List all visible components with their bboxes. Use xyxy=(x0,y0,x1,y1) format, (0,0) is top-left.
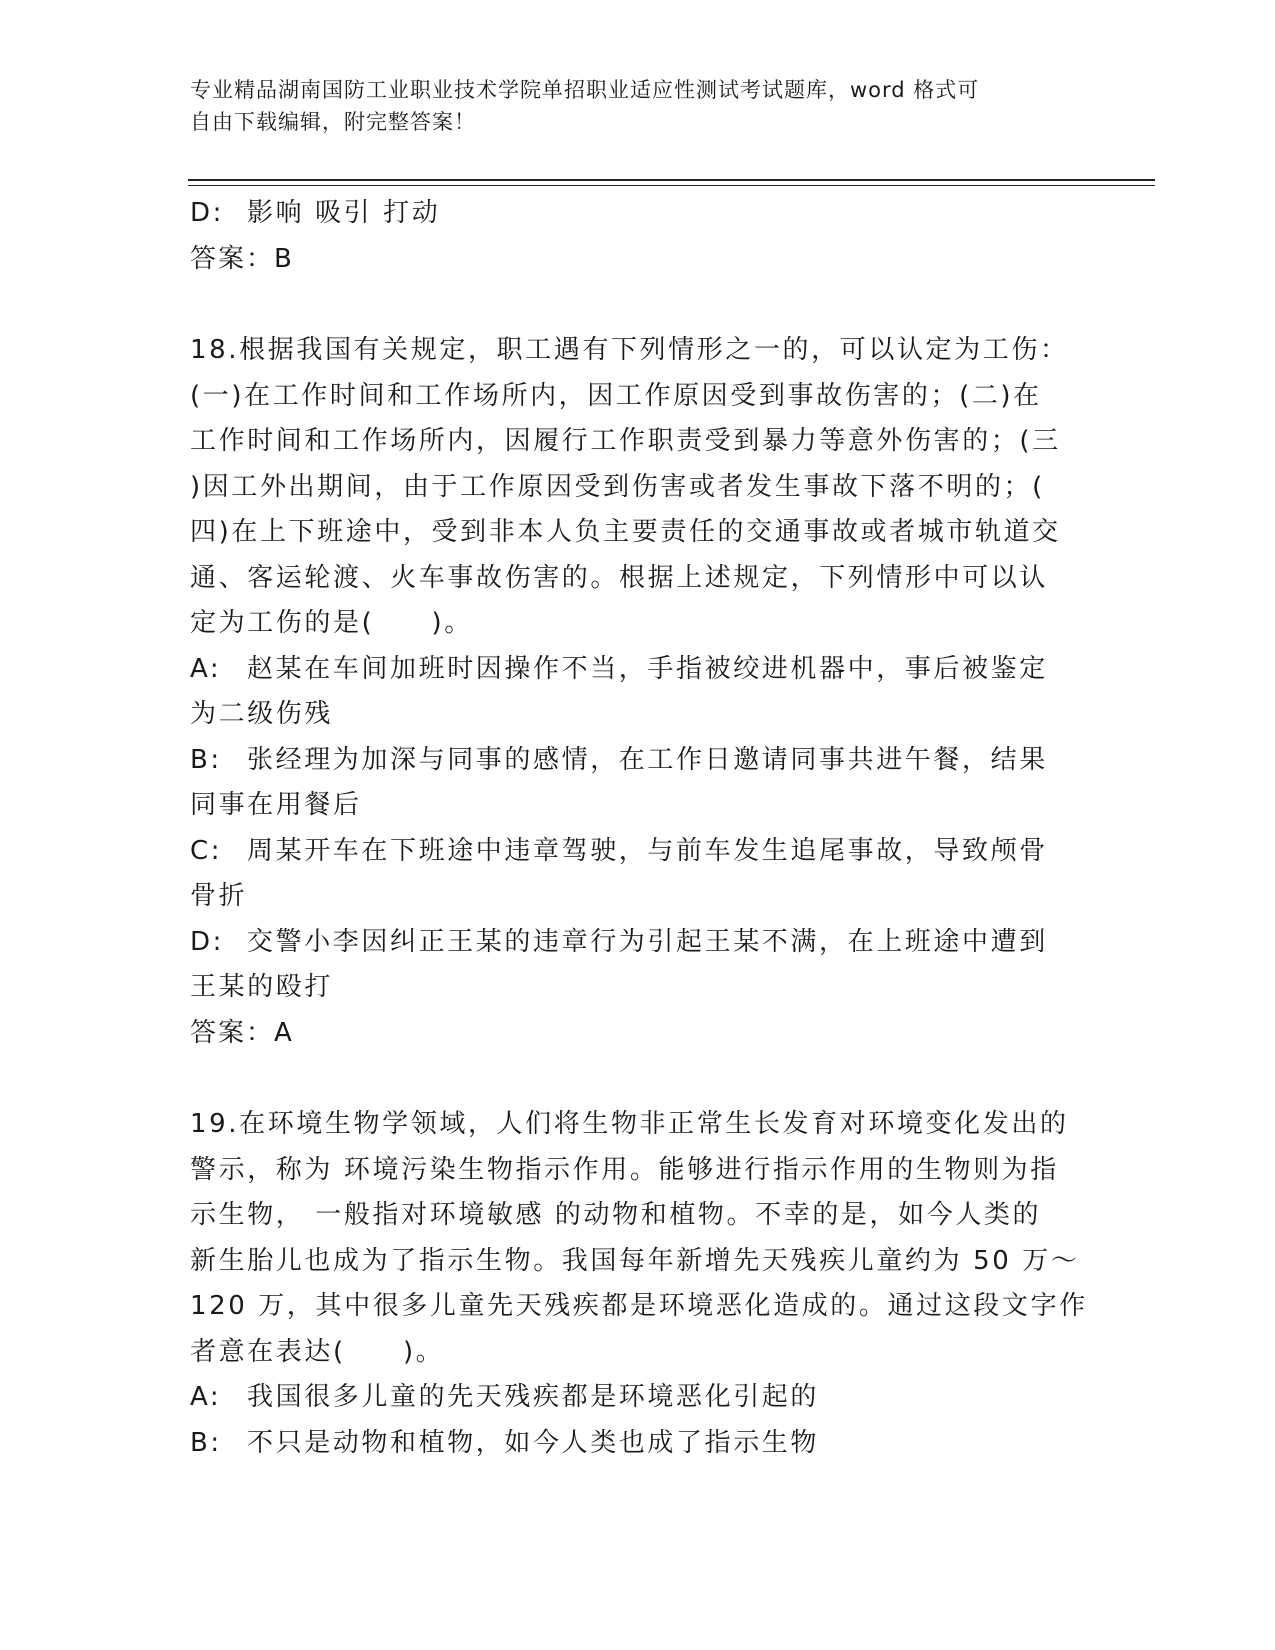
option-label: A: xyxy=(190,653,222,684)
q19-stem-line: 示生物， 一般指对环境敏感 的动物和植物。不幸的是，如今人类的 xyxy=(190,1200,1042,1230)
q18-stem-line: (一)在工作时间和工作场所内，因工作原因受到事故伤害的；(二)在 xyxy=(190,380,1042,411)
option-text: 周某开车在下班途中违章驾驶，与前车发生追尾事故，导致颅骨 xyxy=(247,835,1048,866)
q18-option-c xyxy=(190,829,1090,920)
header-line-2: 自由下载编辑，附完整答案！ xyxy=(190,110,476,134)
option-label: D: xyxy=(190,926,224,957)
q19-stem-line: 120 万，其中很多儿童先天残疾都是环境恶化造成的。通过这段文字作 xyxy=(190,1291,1088,1321)
q18-option-b xyxy=(190,738,1090,829)
option-label: D: xyxy=(190,198,224,228)
q19-stem xyxy=(190,1102,1090,1375)
q18-stem-line: 通、客运轮渡、火车事故伤害的。根据上述规定，下列情形中可以认 xyxy=(190,562,1049,593)
q18-stem-line: 工作时间和工作场所内，因履行工作职责受到暴力等意外伤害的；(三 xyxy=(190,426,1061,456)
option-label: A: xyxy=(190,1382,222,1412)
q18-stem-line: 定为工伤的是( )。 xyxy=(190,608,473,638)
q19-stem-line: 19.在环境生物学领域，人们将生物非正常生长发育对环境变化发出的 xyxy=(190,1109,1069,1139)
option-text-cont: 骨折 xyxy=(190,881,248,911)
document-body xyxy=(190,191,1090,1466)
q18-stem xyxy=(190,328,1090,647)
spacer xyxy=(190,1056,1090,1102)
q19-stem-line: 警示，称为 环境污染生物指示作用。能够进行指示作用的生物则为指 xyxy=(190,1154,1059,1185)
option-text: 不只是动物和植物，如今人类也成了指示生物 xyxy=(247,1427,820,1458)
q18-stem-line: 18.根据我国有关规定，职工遇有下列情形之一的，可以认定为工伤： xyxy=(190,335,1069,365)
q18-answer: 答案：A xyxy=(190,1017,294,1048)
q19-option-a xyxy=(190,1375,1090,1421)
option-text: 影响 吸引 打动 xyxy=(247,198,441,228)
option-text: 张经理为加深与同事的感情，在工作日邀请同事共进午餐，结果 xyxy=(247,744,1048,775)
q19-stem-line: 新生胎儿也成为了指示生物。我国每年新增先天残疾儿童约为 50 万～ xyxy=(190,1245,1080,1276)
q18-option-a xyxy=(190,647,1090,738)
option-text-cont: 为二级伤残 xyxy=(190,699,334,729)
option-text: 赵某在车间加班时因操作不当，手指被绞进机器中，事后被鉴定 xyxy=(247,653,1048,684)
option-text-cont: 王某的殴打 xyxy=(190,972,334,1002)
option-label: B: xyxy=(190,1427,222,1458)
option-text-cont: 同事在用餐后 xyxy=(190,790,362,820)
option-text: 我国很多儿童的先天残疾都是环境恶化引起的 xyxy=(247,1382,820,1412)
header-rule-thick xyxy=(188,179,1155,181)
q19-option-b xyxy=(190,1421,1090,1467)
q17-option-d xyxy=(190,191,1090,237)
q17-answer: 答案：B xyxy=(190,243,294,274)
option-label: C: xyxy=(190,835,223,866)
q18-stem-line: )因工外出期间，由于工作原因受到伤害或者发生事故下落不明的；( xyxy=(190,471,1045,502)
q18-stem-line: 四)在上下班途中，受到非本人负主要责任的交通事故或者城市轨道交 xyxy=(190,517,1061,547)
q18-option-d xyxy=(190,920,1090,1011)
document-header xyxy=(190,74,1070,138)
header-rule-thin xyxy=(188,185,1155,186)
spacer xyxy=(190,282,1090,328)
option-label: B: xyxy=(190,744,222,775)
header-line-1: 专业精品湖南国防工业职业技术学院单招职业适应性测试考试题库，word 格式可 xyxy=(190,78,980,102)
option-text: 交警小李因纠正王某的违章行为引起王某不满，在上班途中遭到 xyxy=(247,926,1048,957)
q19-stem-line: 者意在表达( )。 xyxy=(190,1336,445,1367)
